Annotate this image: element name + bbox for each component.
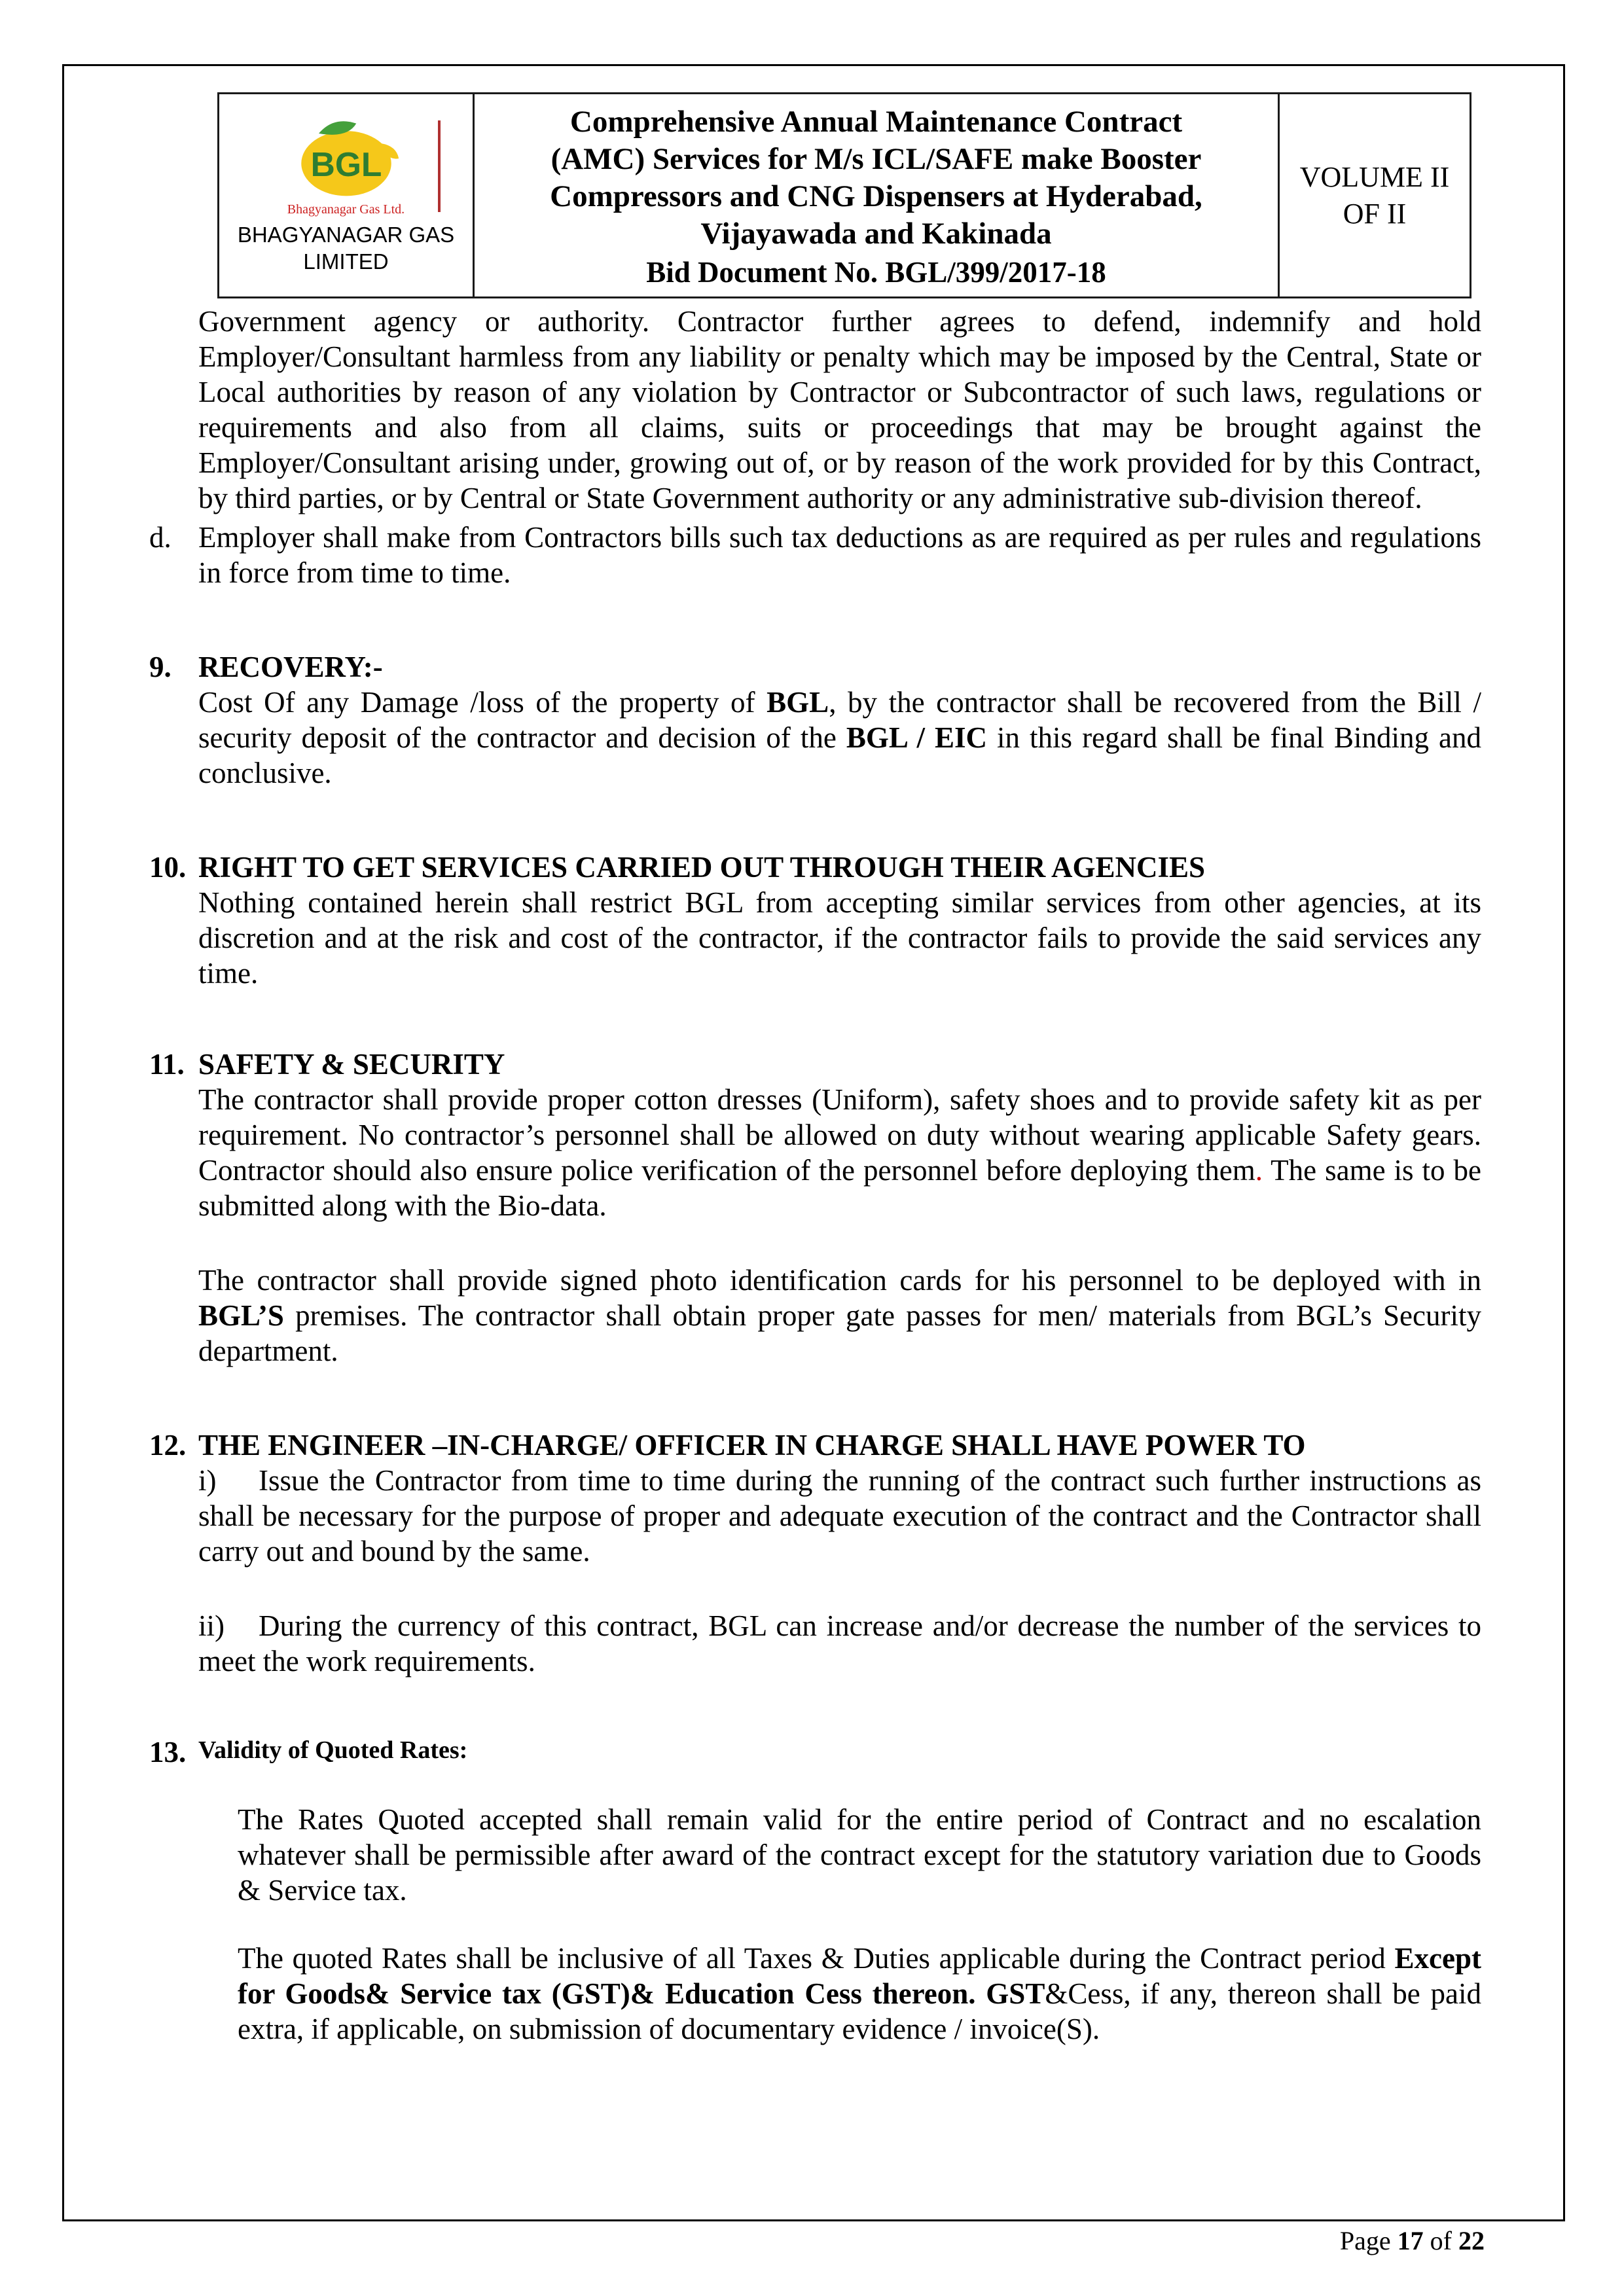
total-pages: 22 [1458, 2226, 1485, 2255]
bold-text: BGL / EIC [846, 721, 987, 754]
document-title-line-2: (AMC) Services for M/s ICL/SAFE make Booster [550, 142, 1202, 176]
list-marker-ii: ii) [198, 1609, 225, 1642]
continuation-paragraph: Government agency or authority. Contractor further agrees to defend, indemnify and hold Employer/Consultant harmless from any liability or penalty which may be imposed by the Central, State or Local authorities by reason of any violation by Contractor or Subcontractor of such laws, regulations or requirements and also from all claims, suits or proceedings that may be brought against the Employer/Consultant arising under, growing out of, or by reason of the work provided for by this Contract, by third parties, or by Central or State Government authority or any administrative sub-division thereof. [198, 305, 1481, 514]
text-run: , by the contractor shall be recovered from the Bill / security deposit of the contractor and decision of the [198, 686, 1482, 754]
page-footer [1340, 2225, 1485, 2257]
bgl-logo-subtext: Bhagyanagar Gas Ltd. [287, 202, 405, 217]
section-9-heading: RECOVERY:- [198, 651, 383, 683]
text-run: The contractor shall provide signed photo identification cards for his personnel to be deployed with in [198, 1264, 1481, 1297]
page-label: Page [1339, 2226, 1398, 2255]
text-run: Cost Of any Damage /loss of the property of [198, 686, 767, 719]
volume-line-1: VOLUME II [1299, 160, 1450, 193]
section-13-number: 13. [149, 1736, 187, 1768]
red-period: . [1255, 1154, 1263, 1187]
text-run: The same is to be submitted along with the Bio-data. [198, 1154, 1481, 1222]
item-d [149, 520, 1481, 590]
text-run: Issue the Contractor from time to time during the running of the contract such further instructions as shall be necessary for the purpose of proper and adequate execution of the contract and the Contractor shall carry out and bound by the same. [198, 1464, 1481, 1568]
org-name-line-2: LIMITED [303, 249, 389, 274]
section-11-heading: SAFETY & SECURITY [198, 1048, 505, 1081]
section-13-paragraph-2 [238, 1941, 1481, 2047]
logo-red-divider [438, 120, 441, 212]
section-13 [149, 1734, 1481, 2047]
section-10-paragraph: Nothing contained herein shall restrict BGL from accepting similar services from other agencies, at its discretion and at the risk and cost of the contractor, if the contractor fails to provide the said services any time. [198, 886, 1481, 990]
bold-text: BGL [767, 686, 829, 719]
item-d-text: Employer shall make from Contractors bills such tax deductions as are required as per rules and regulations in force from time to time. [198, 521, 1481, 589]
bgl-logo [248, 118, 444, 216]
section-10-heading: RIGHT TO GET SERVICES CARRIED OUT THROUGH THEIR AGENCIES [198, 851, 1206, 884]
section-11-paragraph-2 [198, 1263, 1481, 1369]
section-11-paragraph-1 [198, 1082, 1481, 1223]
section-11-number: 11. [149, 1048, 185, 1081]
document-header [217, 92, 1471, 298]
bold-text: Except for Goods& Service tax (GST)& Education Cess thereon. GST [238, 1942, 1481, 2010]
text-run: The contractor shall provide proper cotton dresses (Uniform), safety shoes and to provide safety kit as per requirement. No contractor’s personnel shall be allowed on duty without wearing applicable Safety gears. Contractor should also ensure police verification of the personnel before deploying them [198, 1083, 1481, 1187]
section-12 [149, 1427, 1481, 1679]
list-marker-i: i) [198, 1464, 217, 1497]
volume-line-2: OF II [1343, 197, 1407, 230]
org-name-line-1: BHAGYANAGAR GAS [237, 222, 455, 247]
logo-cell [219, 94, 475, 296]
section-10-number: 10. [149, 851, 187, 884]
volume-cell [1280, 94, 1470, 296]
text-run: The quoted Rates shall be inclusive of all Taxes & Duties applicable during the Contract period [238, 1942, 1395, 1975]
section-13-heading: Validity of Quoted Rates: [198, 1736, 468, 1764]
bgl-logo-graphic [278, 118, 415, 202]
org-name [238, 221, 454, 275]
section-9-paragraph [198, 685, 1481, 791]
section-12-paragraph-1 [198, 1463, 1481, 1569]
bid-document-number: Bid Document No. BGL/399/2017-18 [646, 256, 1106, 289]
section-12-paragraph-2 [198, 1608, 1481, 1679]
section-9-number: 9. [149, 651, 171, 683]
page-number: 17 [1397, 2226, 1424, 2255]
text-run: in this regard shall be final Binding and conclusive. [198, 721, 1482, 789]
section-11 [149, 1047, 1481, 1369]
document-title-line-3: Compressors and CNG Dispensers at Hyderabad, [550, 179, 1202, 213]
text-run: premises. The contractor shall obtain proper gate passes for men/ materials from BGL’s Security department. [198, 1299, 1481, 1367]
bgl-logo-acronym: BGL [310, 145, 382, 183]
bold-text: BGL’S [198, 1299, 284, 1332]
document-body [64, 298, 1563, 2047]
document-title-line-1: Comprehensive Annual Maintenance Contract [569, 105, 1183, 139]
text-run: &Cess, if any, thereon shall be paid extra, if applicable, on submission of documentary evidence / invoice(S). [238, 1977, 1481, 2045]
section-13-paragraph-1: The Rates Quoted accepted shall remain valid for the entire period of Contract and no escalation whatever shall be permissible after award of the contract except for the statutory variation due to Goods & Service tax. [238, 1803, 1481, 1907]
section-10 [149, 850, 1481, 991]
of-label: of [1423, 2226, 1458, 2255]
section-12-heading: THE ENGINEER –IN-CHARGE/ OFFICER IN CHARGE SHALL HAVE POWER TO [198, 1429, 1306, 1462]
title-cell [475, 94, 1280, 296]
document-title-line-4: Vijayawada and Kakinada [700, 217, 1052, 251]
item-d-marker: d. [149, 521, 171, 554]
section-9 [149, 649, 1481, 791]
section-12-number: 12. [149, 1429, 187, 1462]
text-run: During the currency of this contract, BGL can increase and/or decrease the number of the services to meet the work requirements. [198, 1609, 1481, 1677]
page-border [62, 64, 1565, 2221]
